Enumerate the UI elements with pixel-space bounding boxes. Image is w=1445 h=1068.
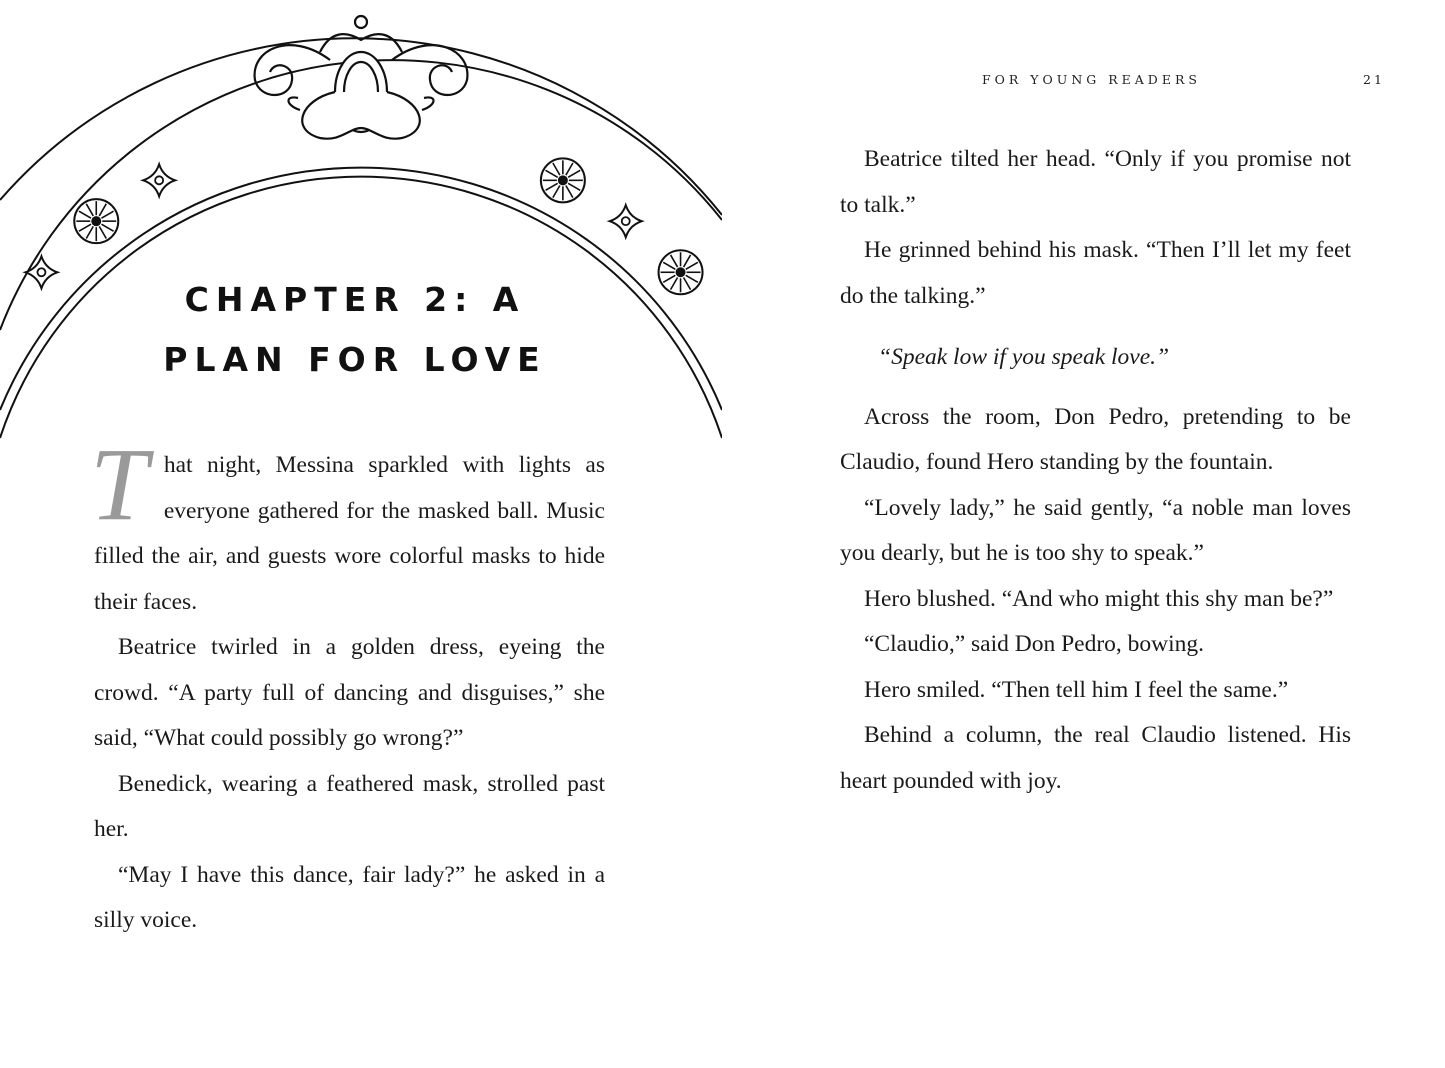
diamond-bead-icon: [143, 164, 175, 196]
left-body-text: [90, 427, 605, 944]
paragraph: “Lovely lady,” he said gently, “a noble man loves you dearly, but he is too shy to speak.”: [840, 494, 1351, 566]
paragraph: “May I have this dance, fair lady?” he asked in a silly voice.: [94, 861, 605, 933]
crest-medallion-icon: [255, 16, 468, 139]
left-page: [0, 0, 722, 1068]
paragraph: Benedick, wearing a feathered mask, strolled past her.: [94, 770, 605, 842]
drop-cap: T: [90, 427, 148, 542]
flower-rosette-icon: [659, 250, 703, 294]
paragraph-opening: [90, 427, 605, 625]
paragraph: Beatrice twirled in a golden dress, eyeing the crowd. “A party full of dancing and disguises,” she said, “What could possibly go wrong?”: [94, 634, 605, 751]
diamond-bead-icon: [610, 205, 642, 237]
paragraph: Hero blushed. “And who might this shy man be?”: [864, 585, 1334, 612]
chapter-title-line-2: PLAN FOR LOVE: [163, 340, 547, 379]
paragraph: Across the room, Don Pedro, pretending to be Claudio, found Hero standing by the fountain.: [840, 403, 1351, 475]
flower-rosette-icon: [74, 199, 118, 243]
chapter-title-line-1: CHAPTER 2: A: [184, 280, 526, 319]
paragraph: “Claudio,” said Don Pedro, bowing.: [864, 631, 1205, 657]
diamond-bead-icon: [25, 256, 57, 288]
chapter-title: [100, 270, 610, 390]
paragraph: Hero smiled. “Then tell him I feel the same.”: [864, 676, 1289, 703]
flower-rosette-icon: [541, 158, 585, 202]
paragraph: Beatrice tilted her head. “Only if you promise not to talk.”: [840, 146, 1351, 218]
running-head: FOR YOUNG READERS: [982, 72, 1201, 87]
paragraph: He grinned behind his mask. “Then I’ll let my feet do the talking.”: [840, 237, 1351, 309]
right-body-text: [840, 137, 1351, 804]
page-number: 21: [1363, 72, 1385, 87]
pull-quote: “Speak low if you speak love.”: [878, 344, 1170, 370]
paragraph: Behind a column, the real Claudio listened. His heart pounded with joy.: [840, 722, 1351, 794]
paragraph-text: hat night, Messina sparkled with lights as everyone gathered for the masked ball. Music filled the air, and guests wore colorful masks to hide their faces.: [94, 452, 605, 615]
